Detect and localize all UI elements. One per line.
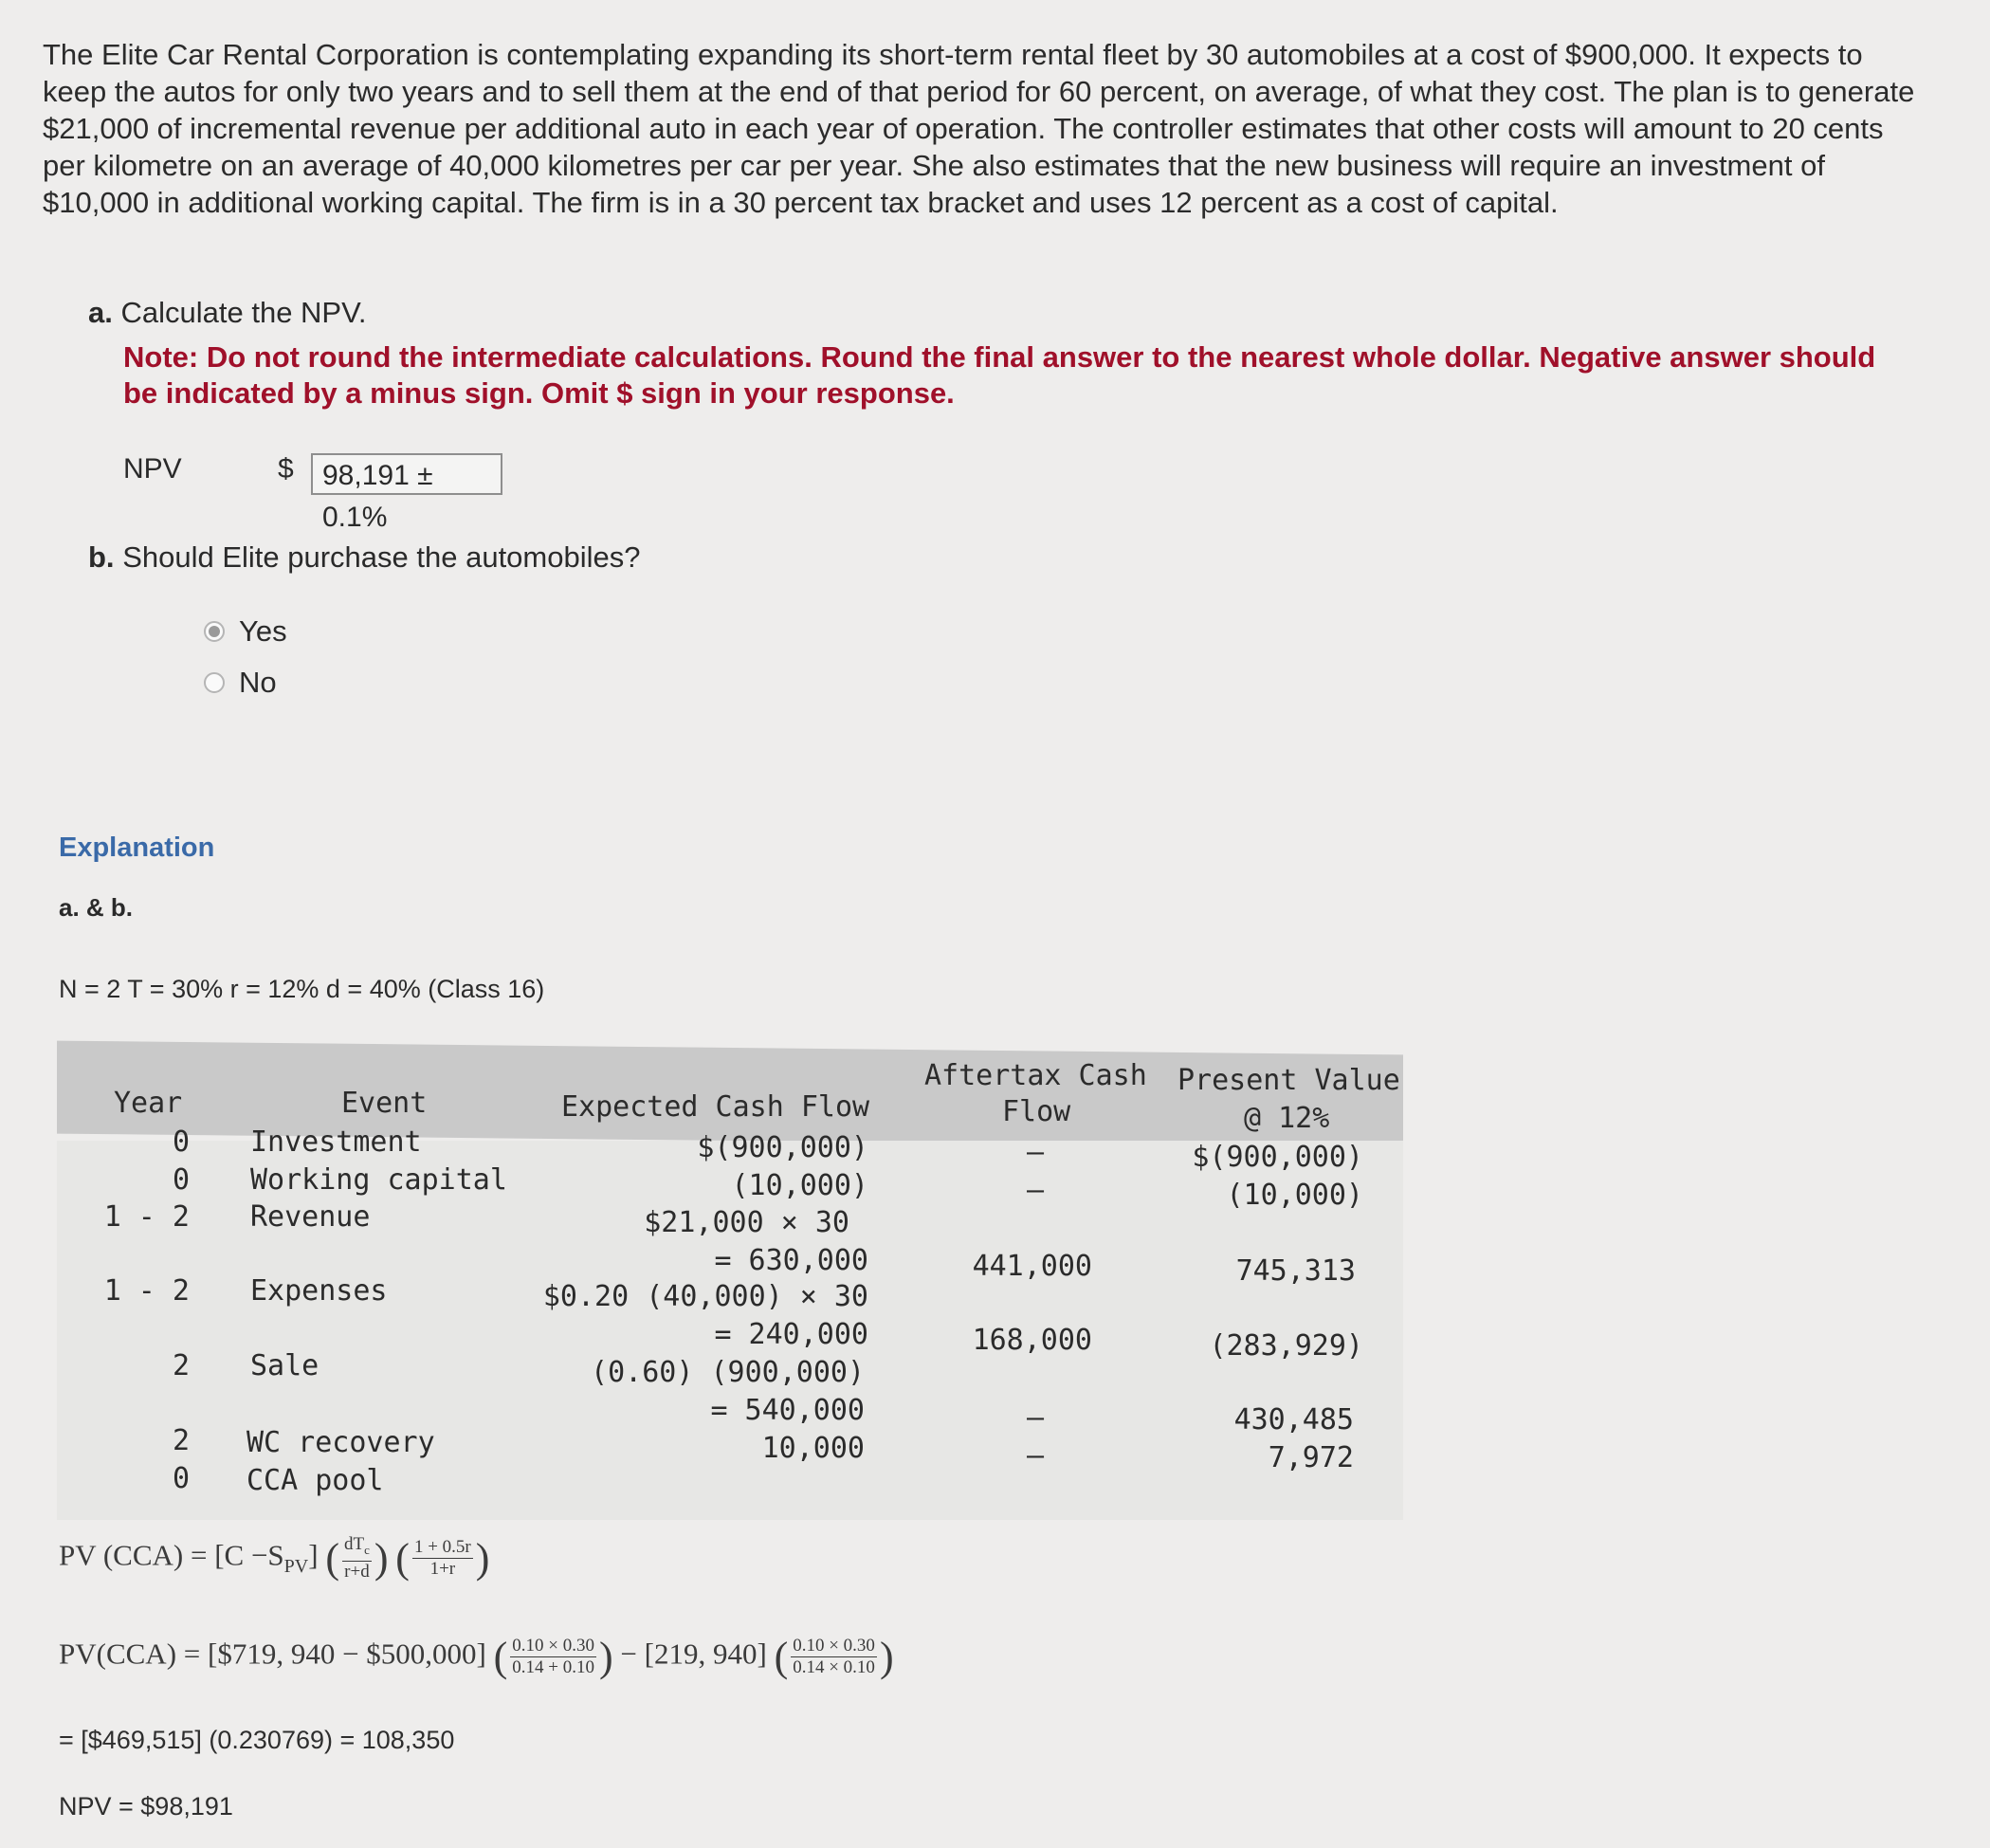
explanation-params: N = 2 T = 30% r = 12% d = 40% (Class 16) [59, 975, 545, 1003]
row-aftertax: 441,000 [972, 1250, 1092, 1283]
paren-open-icon: ( [395, 1535, 410, 1582]
explanation-subheading: a. & b. [59, 893, 134, 922]
formula2-lhs: PV(CCA) = [$719, 940 − $500,000] [59, 1637, 486, 1671]
npv-result-line: NPV = $98,191 [59, 1792, 233, 1821]
row-year: 2 [172, 1424, 190, 1457]
row-event: Sale [250, 1349, 319, 1382]
cca-formula-numeric [59, 1633, 894, 1681]
row-event: Revenue [250, 1200, 371, 1234]
formula2-mid: − [219, 940] [620, 1637, 767, 1671]
paren-close-icon: ) [879, 1634, 894, 1680]
row-pv: (10,000) [1226, 1179, 1363, 1212]
row-expected-line2: = 630,000 [714, 1244, 868, 1277]
row-event: Working capital [250, 1163, 507, 1197]
paren-close-icon: ) [599, 1634, 613, 1680]
cca-result-line: = [$469,515] (0.230769) = 108,350 [59, 1726, 455, 1754]
part-a-question [88, 296, 367, 330]
col-header-aftertax-1: Aftertax Cash [924, 1059, 1147, 1092]
cca-formula-general [59, 1534, 489, 1583]
paren-open-icon: ( [774, 1634, 789, 1680]
part-b-question [88, 540, 641, 575]
part-a-prefix: a. [88, 296, 113, 329]
row-event: Investment [250, 1125, 422, 1159]
row-expected-line1: $21,000 × 30 [644, 1206, 849, 1239]
formula1-lhs: PV (CCA) = [C −S [59, 1538, 284, 1572]
formula2-f2-num: 0.10 × 0.30 [793, 1636, 875, 1656]
row-pv: $(900,000) [1192, 1141, 1363, 1174]
row-aftertax: – [1027, 1136, 1045, 1169]
option-no-label: No [239, 666, 277, 699]
col-header-event: Event [341, 1087, 428, 1120]
row-expected-line1: $0.20 (40,000) × 30 [542, 1280, 868, 1313]
col-header-aftertax-2: Flow [1002, 1095, 1071, 1128]
problem-statement: The Elite Car Rental Corporation is contemplating expanding its short-term rental fleet by 30 automobiles at a cost of $900,000. It expects to keep the autos for only two years and to sell them at the end of that period for 60 percent, on average, of what they cost. The plan is to generate $21,000 of incremental revenue per additional auto in each year of operation. The controller estimates that other costs will amount to 20 cents per kilometre on an average of 40,000 kilometres per car per year. She also estimates that the new business will require an investment of $10,000 in additional working capital. The firm is in a 30 percent tax bracket and uses 12 percent as a cost of capital. [43, 38, 1915, 219]
row-event: Expenses [250, 1274, 388, 1308]
row-year: 2 [172, 1349, 190, 1382]
row-expected-line1: (0.60) (900,000) [591, 1356, 865, 1389]
formula2-fraction-2 [791, 1636, 877, 1678]
row-aftertax: 168,000 [972, 1324, 1092, 1357]
npv-label: NPV [123, 453, 182, 485]
part-b-prefix: b. [88, 540, 115, 574]
formula1-fraction-1 [342, 1534, 372, 1583]
row-pv: 430,485 [1233, 1403, 1354, 1436]
option-no[interactable] [204, 666, 277, 700]
paren-open-icon: ( [325, 1535, 339, 1582]
formula1-f1-den: r+d [344, 1561, 370, 1582]
formula2-f2-den: 0.14 × 0.10 [793, 1657, 875, 1677]
row-aftertax: – [1027, 1174, 1045, 1207]
radio-yes-icon[interactable] [204, 621, 225, 642]
row-pv: 745,313 [1235, 1254, 1356, 1288]
row-expected: $(900,000) [697, 1131, 868, 1164]
row-year: 0 [172, 1125, 190, 1159]
row-expected: 10,000 [761, 1432, 865, 1465]
row-event: CCA pool [246, 1464, 384, 1497]
radio-no-icon[interactable] [204, 672, 225, 693]
col-header-pv-2: @ 12% [1244, 1102, 1330, 1135]
formula2-f1-num: 0.10 × 0.30 [512, 1636, 595, 1656]
row-aftertax: – [1027, 1401, 1045, 1435]
col-header-expected: Expected Cash Flow [561, 1090, 870, 1124]
col-header-year: Year [114, 1087, 183, 1120]
option-yes-label: Yes [239, 614, 287, 648]
row-pv: (283,929) [1209, 1329, 1363, 1363]
row-pv: 7,972 [1268, 1441, 1354, 1474]
formula1-rest: ] [308, 1538, 319, 1572]
paren-close-icon: ) [475, 1535, 490, 1582]
formula1-f2-num: 1 + 0.5r [413, 1537, 471, 1557]
row-expected-line2: = 240,000 [714, 1318, 868, 1351]
part-a-text: Calculate the NPV. [120, 296, 367, 329]
row-year: 1 - 2 [103, 1274, 190, 1308]
part-b-text: Should Elite purchase the automobiles? [122, 540, 641, 574]
formula1-f2-den: 1+r [429, 1559, 456, 1579]
row-expected-line2: = 540,000 [710, 1394, 865, 1427]
formula2-fraction-1 [510, 1636, 596, 1678]
row-year: 0 [172, 1163, 190, 1197]
formula1-fraction-2 [412, 1537, 473, 1580]
row-year: 1 - 2 [103, 1200, 190, 1234]
part-a-note: Note: Do not round the intermediate calculations. Round the final answer to the nearest whole dollar. Negative answer should be indicated by a minus sign. Omit $ sign in your response. [123, 340, 1876, 410]
formula1-f1-num: dT [343, 1534, 365, 1555]
option-yes[interactable] [204, 614, 287, 649]
formula2-f1-den: 0.14 + 0.10 [512, 1657, 595, 1677]
formula1-f1-num-sub: c [364, 1542, 370, 1557]
dollar-sign: $ [278, 453, 294, 485]
row-year: 0 [172, 1462, 190, 1495]
formula1-sub: PV [283, 1555, 309, 1577]
row-expected: (10,000) [731, 1169, 868, 1202]
paren-close-icon: ) [374, 1535, 389, 1582]
row-aftertax: – [1027, 1439, 1045, 1473]
npv-answer-field[interactable]: 98,191 ± 0.1% [311, 453, 502, 495]
row-event: WC recovery [246, 1426, 435, 1459]
explanation-heading: Explanation [59, 833, 215, 863]
paren-open-icon: ( [493, 1634, 508, 1680]
col-header-pv-1: Present Value [1178, 1064, 1400, 1097]
